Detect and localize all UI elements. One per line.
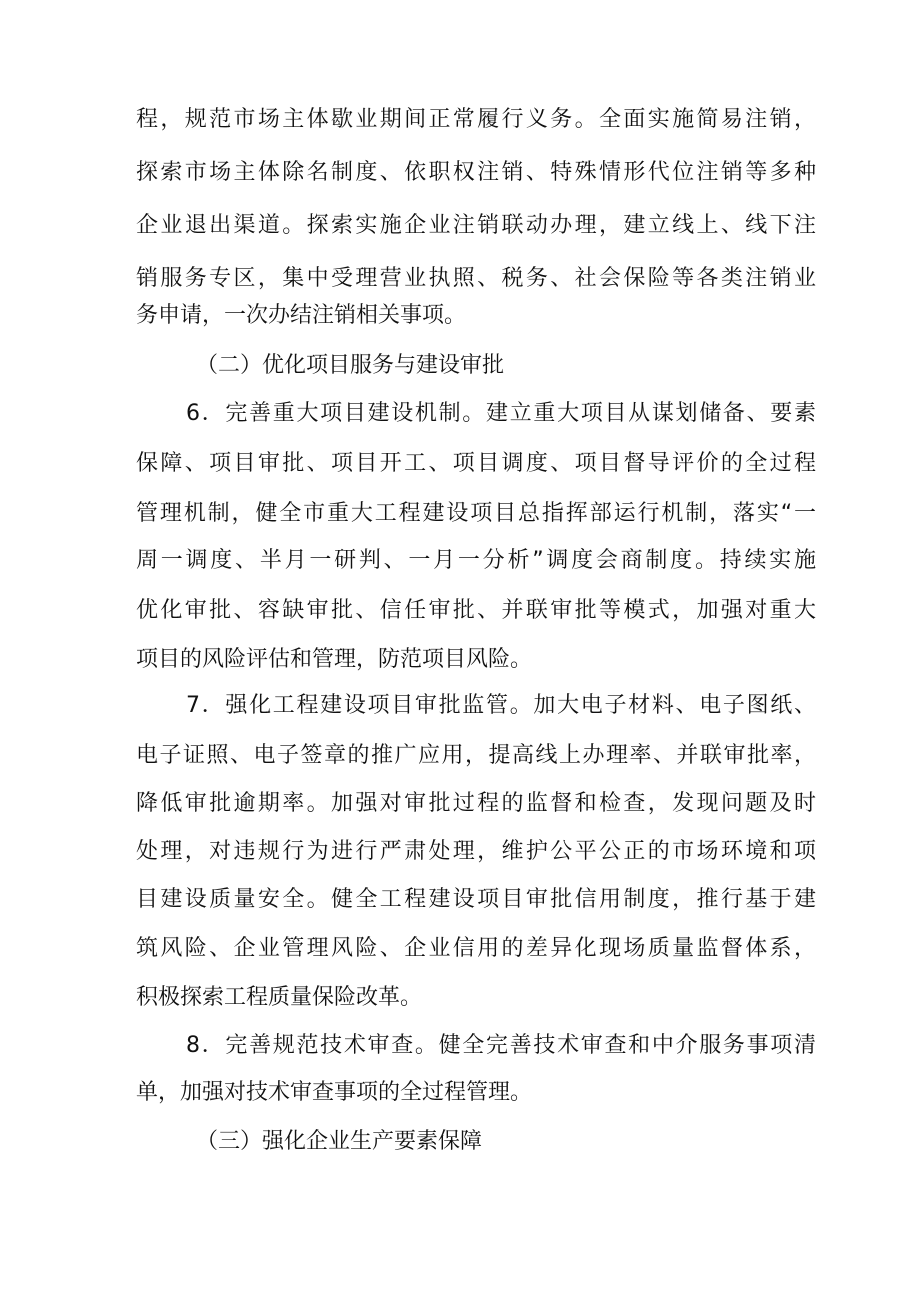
paragraph-line: 8．完善规范技术审查。健全完善技术审查和中介服务事项清 bbox=[186, 1033, 816, 1058]
paragraph-line: 电子证照、电子签章的推广应用，提高线上办理率、并联审批率， bbox=[136, 743, 816, 768]
paragraph-line: 项目的风险评估和管理，防范项目风险。 bbox=[136, 647, 533, 672]
paragraph-line: 降低审批逾期率。加强对审批过程的监督和检查，发现问题及时 bbox=[136, 791, 816, 816]
paragraph-line: 周一调度、半月一研判、一月一分析”调度会商制度。持续实施 bbox=[136, 548, 816, 573]
paragraph-line: 6．完善重大项目建设机制。建立重大项目从谋划储备、要素 bbox=[186, 401, 816, 426]
paragraph-line: 务申请，一次办结注销相关事项。 bbox=[136, 303, 467, 328]
paragraph-line: 处理，对违规行为进行严肃处理，维护公平公正的市场环境和项 bbox=[136, 839, 816, 864]
paragraph-line: 7．强化工程建设项目审批监管。加大电子材料、电子图纸、 bbox=[186, 693, 816, 718]
paragraph-line: 企业退出渠道。探索实施企业注销联动办理，建立线上、线下注 bbox=[136, 213, 816, 238]
paragraph-line: 程，规范市场主体歇业期间正常履行义务。全面实施简易注销， bbox=[136, 107, 816, 132]
paragraph-line: 保障、项目审批、项目开工、项目调度、项目督导评价的全过程 bbox=[136, 451, 816, 476]
paragraph-line: 探索市场主体除名制度、依职权注销、特殊情形代位注销等多种 bbox=[136, 160, 816, 185]
paragraph-line: 目建设质量安全。健全工程建设项目审批信用制度，推行基于建 bbox=[136, 887, 816, 912]
section-heading: （三）强化企业生产要素保障 bbox=[196, 1129, 483, 1154]
paragraph-line: 单，加强对技术审查事项的全过程管理。 bbox=[136, 1080, 533, 1105]
paragraph-line: 管理机制，健全市重大工程建设项目总指挥部运行机制，落实“一 bbox=[136, 501, 816, 526]
section-heading: （二）优化项目服务与建设审批 bbox=[196, 353, 505, 378]
paragraph-line: 筑风险、企业管理风险、企业信用的差异化现场质量监督体系， bbox=[136, 936, 816, 961]
paragraph-line: 销服务专区，集中受理营业执照、税务、社会保险等各类注销业 bbox=[136, 266, 816, 291]
paragraph-line: 积极探索工程质量保险改革。 bbox=[136, 985, 423, 1010]
paragraph-line: 优化审批、容缺审批、信任审批、并联审批等模式，加强对重大 bbox=[136, 598, 816, 623]
